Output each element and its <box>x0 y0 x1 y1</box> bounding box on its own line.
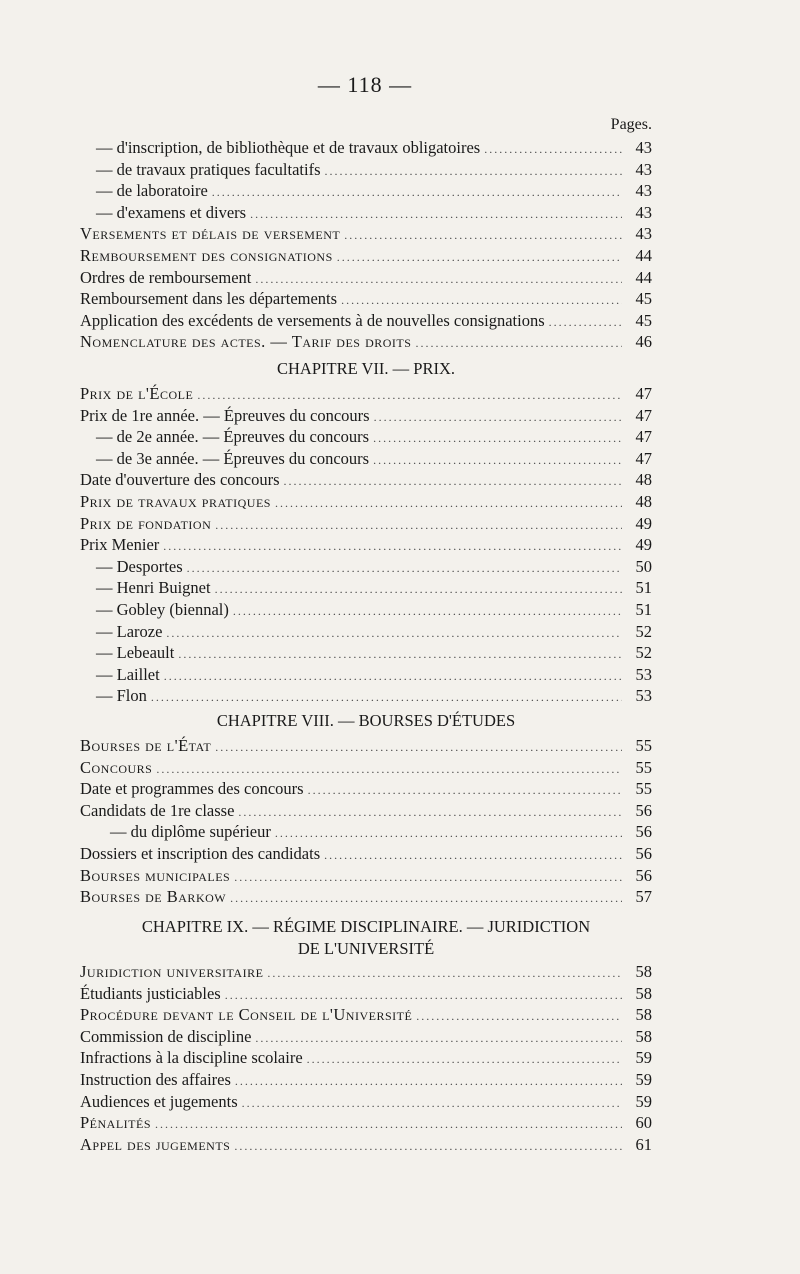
toc-entry <box>80 492 652 514</box>
toc-entry-page: 61 <box>635 1134 652 1154</box>
toc-entry-page: 48 <box>635 491 652 511</box>
toc-entry <box>80 138 652 160</box>
toc-entry <box>80 758 652 780</box>
page-number: — 118 — <box>317 72 413 97</box>
leader-dots <box>549 315 622 330</box>
toc-entry-page: 51 <box>635 599 652 619</box>
toc-entry-label: — Flon <box>96 686 147 706</box>
leader-dots <box>255 1031 622 1046</box>
toc-entry <box>80 600 652 622</box>
toc-entry-label: Nomenclature des actes. — Tarif des droits <box>80 332 412 352</box>
toc-section-discipline <box>80 962 652 1156</box>
leader-dots <box>324 848 622 863</box>
leader-dots <box>267 966 622 981</box>
toc-entry-page: 45 <box>635 310 652 330</box>
toc-entry <box>80 203 652 225</box>
toc-entry <box>80 866 652 888</box>
toc-entry-label: Prix de 1re année. — Épreuves du concours <box>80 405 370 425</box>
toc-entry-label: Prix Menier <box>80 535 160 555</box>
toc-entry <box>80 887 652 909</box>
toc-entry <box>80 1135 652 1157</box>
leader-dots <box>337 250 622 265</box>
toc-entry <box>80 160 652 182</box>
toc-entry-label: — Laroze <box>96 621 163 641</box>
pages-column-label: Pages. <box>610 116 652 133</box>
toc-entry-page: 47 <box>635 427 652 447</box>
toc-entry <box>80 224 652 246</box>
toc-entry-page: 56 <box>635 800 652 820</box>
toc-entry <box>80 514 652 536</box>
toc-entry <box>80 384 652 406</box>
toc-section-droits <box>80 138 652 354</box>
toc-entry-page: 53 <box>635 664 652 684</box>
toc-entry-label: Étudiants justiciables <box>80 983 221 1003</box>
toc-entry <box>80 686 652 708</box>
leader-dots <box>212 185 622 200</box>
leader-dots <box>308 783 622 798</box>
chapter-heading: CHAPITRE VII. — PRIX. <box>277 359 455 378</box>
leader-dots <box>255 272 622 287</box>
toc-entry-page: 50 <box>635 556 652 576</box>
toc-entry-label: Appel des jugements <box>80 1134 231 1154</box>
leader-dots <box>416 1009 622 1024</box>
chapter-heading-line: DE L'UNIVERSITÉ <box>297 939 435 958</box>
toc-entry-label: Commission de discipline <box>80 1026 252 1046</box>
toc-entry-page: 52 <box>635 621 652 641</box>
leader-dots <box>225 988 622 1003</box>
toc-entry-label: — d'examens et divers <box>96 202 247 222</box>
toc-entry-label: — de travaux pratiques facultatifs <box>96 159 321 179</box>
toc-entry-page: 56 <box>635 865 652 885</box>
leader-dots <box>415 336 622 351</box>
toc-entry <box>80 844 652 866</box>
toc-entry <box>80 622 652 644</box>
toc-entry-page: 43 <box>635 202 652 222</box>
toc-entry-label: — Gobley (biennal) <box>96 599 229 619</box>
toc-entry <box>80 984 652 1006</box>
toc-entry-label: Remboursement des consignations <box>80 245 333 265</box>
toc-entry-label: Prix de travaux pratiques <box>80 491 271 511</box>
leader-dots <box>155 1117 622 1132</box>
leader-dots <box>178 647 622 662</box>
leader-dots <box>156 762 622 777</box>
leader-dots <box>373 453 622 468</box>
toc-entry <box>80 643 652 665</box>
leader-dots <box>284 474 622 489</box>
toc-entry-label: Versements et délais de versement <box>80 224 341 244</box>
toc-entry-label: — de laboratoire <box>96 181 208 201</box>
toc-entry-page: 43 <box>635 138 652 157</box>
leader-dots <box>275 826 622 841</box>
toc-entry-page: 46 <box>635 332 652 352</box>
toc-entry <box>80 1027 652 1049</box>
chapter-heading <box>80 916 652 960</box>
toc-entry-page: 55 <box>635 757 652 777</box>
leader-dots <box>325 164 623 179</box>
toc-entry <box>80 557 652 579</box>
toc-entry-label: — de 3e année. — Épreuves du concours <box>96 448 370 468</box>
toc-entry-label: Date et programmes des concours <box>80 779 304 799</box>
toc-entry-page: 56 <box>635 822 652 842</box>
toc-entry-label: — du diplôme supérieur <box>110 822 271 842</box>
toc-entry-page: 43 <box>635 181 652 201</box>
toc-entry-label: Prix de l'École <box>80 384 194 403</box>
leader-dots <box>238 805 622 820</box>
leader-dots <box>215 582 622 597</box>
toc-entry-page: 58 <box>635 962 652 981</box>
toc-entry <box>80 449 652 471</box>
toc-entry <box>80 1005 652 1027</box>
toc-entry <box>80 1113 652 1135</box>
toc-entry <box>80 181 652 203</box>
toc-entry-page: 49 <box>635 513 652 533</box>
toc-entry-label: Dossiers et inscription des candidats <box>80 843 321 863</box>
leader-dots <box>235 1074 622 1089</box>
toc-entry <box>80 311 652 333</box>
toc-entry <box>80 822 652 844</box>
toc-section-prix <box>80 384 652 708</box>
toc-entry-page: 52 <box>635 643 652 663</box>
leader-dots <box>234 870 622 885</box>
leader-dots <box>215 740 622 755</box>
toc-entry-page: 47 <box>635 448 652 468</box>
leader-dots <box>230 891 622 906</box>
toc-entry-page: 43 <box>635 224 652 244</box>
toc-entry-label: — de 2e année. — Épreuves du concours <box>96 427 370 447</box>
toc-entry-page: 57 <box>635 887 652 907</box>
toc-entry <box>80 1070 652 1092</box>
toc-entry <box>80 470 652 492</box>
toc-entry-label: Bourses municipales <box>80 865 231 885</box>
toc-entry-label: — Laillet <box>96 664 160 684</box>
leader-dots <box>215 518 622 533</box>
leader-dots <box>341 293 622 308</box>
leader-dots <box>187 561 622 576</box>
toc-entry-label: Ordres de remboursement <box>80 267 252 287</box>
toc-entry <box>80 1092 652 1114</box>
toc-entry-label: Remboursement dans les départements <box>80 289 338 309</box>
toc-entry-page: 59 <box>635 1048 652 1068</box>
leader-dots <box>275 496 622 511</box>
toc-entry-label: Juridiction universitaire <box>80 962 264 981</box>
leader-dots <box>242 1096 622 1111</box>
toc-entry-label: — Desportes <box>96 556 183 576</box>
leader-dots <box>151 690 622 705</box>
toc-entry <box>80 268 652 290</box>
toc-entry-label: Infractions à la discipline scolaire <box>80 1048 303 1068</box>
toc-entry <box>80 779 652 801</box>
toc-entry-label: Prix de fondation <box>80 513 212 533</box>
toc-entry-page: 55 <box>635 736 652 755</box>
toc-entry <box>80 665 652 687</box>
toc-entry-page: 47 <box>635 405 652 425</box>
toc-entry-label: — Lebeault <box>96 643 175 663</box>
toc-entry-page: 47 <box>635 384 652 403</box>
toc-entry-page: 44 <box>635 267 652 287</box>
chapter-heading-line: CHAPITRE IX. — RÉGIME DISCIPLINAIRE. — JURIDICTION <box>141 917 591 936</box>
toc-entry <box>80 289 652 311</box>
toc-section-bourses <box>80 736 652 909</box>
toc-entry-label: Instruction des affaires <box>80 1069 231 1089</box>
toc-entry-page: 55 <box>635 779 652 799</box>
toc-entry-label: Pénalités <box>80 1113 151 1133</box>
leader-dots <box>250 207 622 222</box>
leader-dots <box>307 1052 622 1067</box>
toc-entry-page: 56 <box>635 843 652 863</box>
leader-dots <box>164 669 622 684</box>
toc-entry-label: Application des excédents de versements à de nouvelles consignations <box>80 310 545 330</box>
toc-entry-page: 45 <box>635 289 652 309</box>
leader-dots <box>344 228 622 243</box>
toc-entry <box>80 578 652 600</box>
toc-entry-page: 53 <box>635 686 652 706</box>
leader-dots <box>234 1139 622 1154</box>
toc-entry-label: Bourses de Barkow <box>80 887 227 907</box>
leader-dots <box>484 142 622 157</box>
chapter-heading: CHAPITRE VIII. — BOURSES D'ÉTUDES <box>216 711 516 730</box>
toc-entry-page: 58 <box>635 983 652 1003</box>
toc-entry-page: 44 <box>635 245 652 265</box>
toc-entry <box>80 332 652 354</box>
leader-dots <box>197 388 622 403</box>
toc-entry-page: 60 <box>635 1113 652 1133</box>
toc-entry <box>80 406 652 428</box>
toc-entry-page: 43 <box>635 159 652 179</box>
leader-dots <box>166 626 622 641</box>
leader-dots <box>374 410 622 425</box>
toc-entry <box>80 246 652 268</box>
toc-entry-page: 58 <box>635 1005 652 1025</box>
leader-dots <box>163 539 622 554</box>
toc-entry-page: 48 <box>635 470 652 490</box>
toc-entry-page: 58 <box>635 1026 652 1046</box>
toc-entry-page: 59 <box>635 1069 652 1089</box>
toc-entry-label: — Henri Buignet <box>96 578 211 598</box>
toc-entry-page: 51 <box>635 578 652 598</box>
toc-entry-label: Concours <box>80 757 153 777</box>
toc-entry <box>80 962 652 984</box>
toc-entry <box>80 535 652 557</box>
toc-entry-label: Candidats de 1re classe <box>80 800 235 820</box>
toc-entry <box>80 427 652 449</box>
toc-entry-label: Audiences et jugements <box>80 1091 238 1111</box>
toc-entry <box>80 736 652 758</box>
toc-entry <box>80 801 652 823</box>
leader-dots <box>233 604 622 619</box>
leader-dots <box>373 431 622 446</box>
toc-entry-label: Bourses de l'État <box>80 736 212 755</box>
toc-entry-page: 59 <box>635 1091 652 1111</box>
toc-entry-label: Procédure devant le Conseil de l'Université <box>80 1005 413 1025</box>
toc-entry-label: Date d'ouverture des concours <box>80 470 280 490</box>
toc-entry-page: 49 <box>635 535 652 555</box>
toc-entry <box>80 1048 652 1070</box>
toc-entry-label: — d'inscription, de bibliothèque et de travaux obligatoires <box>96 138 481 157</box>
